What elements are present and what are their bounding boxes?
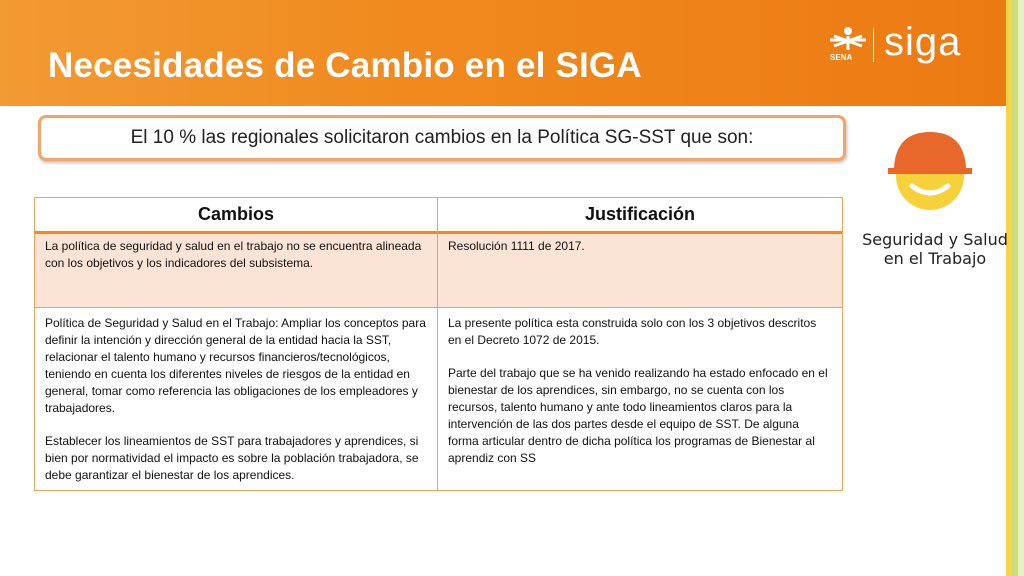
sena-logo-icon xyxy=(828,26,868,54)
changes-table xyxy=(34,197,843,491)
emblem-line-2: en el Trabajo xyxy=(883,249,987,268)
logo-divider xyxy=(873,28,874,62)
cell-paragraph: La política de seguridad y salud en el trabajo no se encuentra alineada con los objetivos y los indicadores del subsistema. xyxy=(45,239,422,270)
intro-banner: El 10 % las regionales solicitaron cambios en la Política SG-SST que son: xyxy=(38,115,846,161)
cell-paragraph: La presente política esta construida solo con los 3 objetivos descritos en el Decreto 1072 de 2015. xyxy=(448,316,817,347)
cell-paragraph: Establecer los lineamientos de SST para trabajadores y aprendices, si bien por normatividad el impacto es sobre la población trabajadora, se debe garantizar el bienestar de los aprendices. xyxy=(45,434,419,482)
cell-paragraph: Parte del trabajo que se ha venido realizando ha estado enfocado en el bienestar de los aprendices, sin embargo, no se cuenta con los recursos, talento humano y ante todo lineamientos claros para la intervención de las dos partes desde el equipo de SST. De alguna forma articular dentro de dicha política los programas de Bienestar al aprendiz con SS xyxy=(448,366,828,465)
cell-cambios xyxy=(35,234,438,307)
strip-light-green xyxy=(1018,0,1024,576)
cell-justificacion xyxy=(438,308,842,490)
sst-emblem xyxy=(860,128,1010,278)
column-header-cambios: Cambios xyxy=(35,198,438,234)
decorative-side-strip xyxy=(1006,0,1024,576)
hard-hat-smiley-icon xyxy=(860,128,1010,228)
table-row xyxy=(35,234,842,308)
cell-paragraph: Resolución 1111 de 2017. xyxy=(448,239,585,253)
header-bar xyxy=(0,0,1010,106)
cell-paragraph: Política de Seguridad y Salud en el Trabajo: Ampliar los conceptos para definir la intención y dirección general de la entidad hacia la SST, relacionar el talento humano y recursos financieros/tecnológicos, teniendo en cuenta los diferentes niveles de riesgos de la entidad en general, tomar como referencia las obligaciones de los empleadores y trabajadores. xyxy=(45,316,426,415)
logo-group xyxy=(826,20,976,72)
siga-logo-text: siga xyxy=(884,20,962,64)
page-title: Necesidades de Cambio en el SIGA xyxy=(48,46,642,85)
emblem-line-1: Seguridad y Salud xyxy=(862,230,1008,249)
column-header-justificacion: Justificación xyxy=(438,198,842,234)
sena-logo-text: SENA xyxy=(830,53,853,62)
emblem-caption xyxy=(860,230,1010,268)
cell-justificacion xyxy=(438,234,842,307)
table-row xyxy=(35,308,842,490)
cell-cambios xyxy=(35,308,438,490)
